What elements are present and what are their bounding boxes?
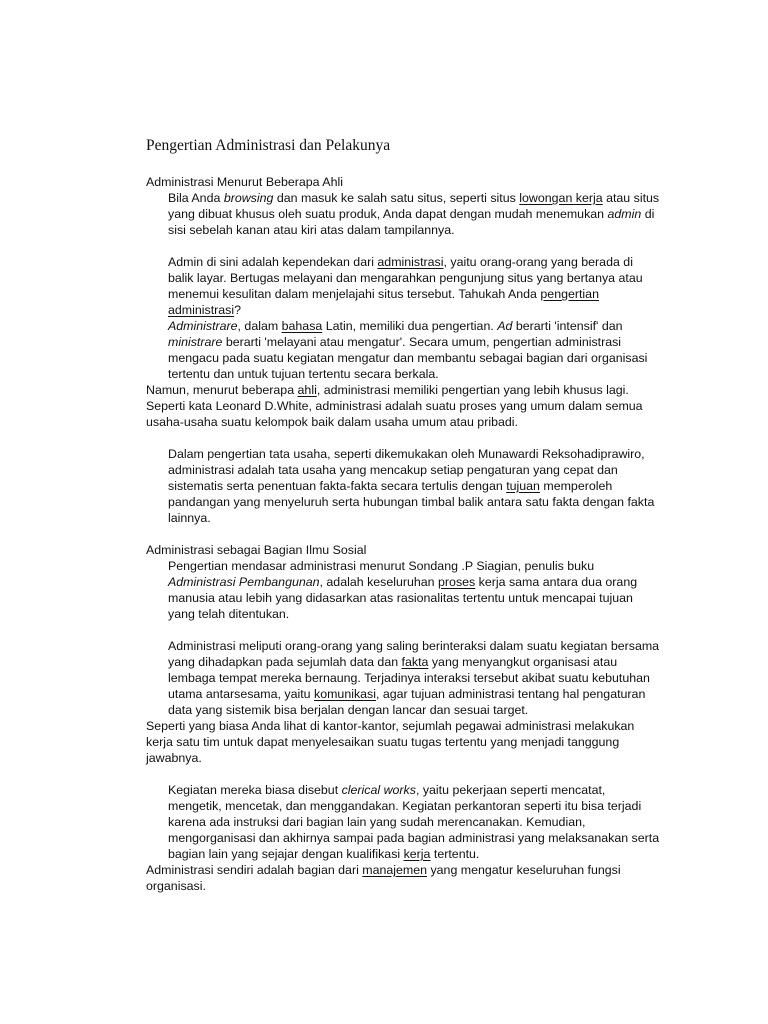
- section-heading-administrasi-menurut-ahli: Administrasi Menurut Beberapa Ahli: [146, 175, 343, 189]
- text-run: Dalam pengertian tata usaha, seperti dikemukakan oleh Munawardi Reksohadiprawiro, administrasi adalah tata usaha yang mencakup setiap pengaturan yang cepat dan sistematis serta penentuan fakta-fakta secara tertulis dengan: [168, 447, 645, 493]
- text-run: , agar tujuan administrasi tentang hal pengaturan data yang sistemik bisa berjalan dengan lancar dan sesuai target.: [168, 687, 646, 717]
- text-run: berarti 'intensif' dan: [512, 319, 623, 333]
- text-run: , administrasi memiliki pengertian yang lebih khusus lagi. Seperti kata Leonard D.White, administrasi adalah suatu proses yang umum dalam semua usaha-usaha suatu kelompok baik dalam usaha umum atau pribadi.: [146, 383, 643, 429]
- inline-link[interactable]: kerja: [403, 847, 431, 861]
- text-run: di sisi sebelah kanan atau kiri atas dalam tampilannya.: [168, 207, 655, 237]
- italic-term: Administrasi Pembangunan: [168, 575, 320, 589]
- text-run: Admin di sini adalah kependekan dari: [168, 255, 378, 269]
- inline-link[interactable]: administrasi: [377, 255, 444, 269]
- text-run: , yaitu orang-orang yang berada di balik layar. Bertugas melayani dan mengarahkan pengunjung situs yang bertanya atau menemui kesulitan dalam menjelajahi situs tersebut. Tahukah Anda: [168, 255, 643, 301]
- page-title: Pengertian Administrasi dan Pelakunya: [146, 137, 391, 154]
- text-run: kerja sama antara dua orang manusia atau lebih yang didasarkan atas rasionalitas tertentu untuk mencapai tujuan yang telah ditentukan.: [168, 575, 638, 621]
- paragraph: [146, 382, 661, 430]
- paragraph: [146, 638, 661, 718]
- paragraph: [146, 782, 661, 862]
- section-heading-ilmu-sosial: Administrasi sebagai Bagian Ilmu Sosial: [146, 543, 367, 557]
- paragraph: [146, 446, 661, 526]
- text-run: , dalam: [237, 319, 282, 333]
- text-run: Pengertian mendasar administrasi menurut Sondang .P Siagian, penulis buku: [168, 559, 595, 573]
- text-run: berarti 'melayani atau mengatur'. Secara umum, pengertian administrasi mengacu pada suatu kegiatan mengatur dan membantu sebagai bagian dari organisasi tertentu dan untuk tujuan tertentu secara berkala.: [168, 335, 648, 381]
- text-run: Bila Anda: [168, 191, 224, 205]
- inline-link[interactable]: lowongan kerja: [519, 191, 603, 205]
- paragraph: [146, 318, 661, 382]
- paragraph: [146, 558, 661, 622]
- inline-link[interactable]: fakta: [401, 655, 429, 669]
- italic-term: browsing: [223, 191, 274, 205]
- paragraph: [146, 862, 661, 894]
- text-run: Administrasi sendiri adalah bagian dari: [146, 863, 363, 877]
- italic-term: clerical works: [341, 783, 416, 797]
- text-run: Latin, memiliki dua pengertian.: [322, 319, 498, 333]
- text-run: Namun, menurut beberapa: [146, 383, 298, 397]
- text-run: dan masuk ke salah satu situs, seperti situs: [273, 191, 520, 205]
- text-run: atau situs yang dibuat khusus oleh suatu produk, Anda dapat dengan mudah menemukan: [168, 191, 660, 221]
- text-run: yang mengatur keseluruhan fungsi organisasi.: [146, 863, 621, 893]
- document-page: [146, 136, 661, 894]
- paragraph: [146, 254, 661, 318]
- text-run: memperoleh pandangan yang menyeluruh serta hubungan timbal balik antara satu fakta dengan fakta lainnya.: [168, 479, 655, 525]
- text-run: , yaitu pekerjaan seperti mencatat, mengetik, mencetak, dan menggandakan. Kegiatan perkantoran seperti itu bisa terjadi karena ada instruksi dari bagian lain yang sudah merencanakan. Kemudian, mengorganisasi dan akhirnya sampai pada bagian administrasi yang melaksanakan serta bagian lain yang sejajar dengan kualifikasi: [168, 783, 660, 861]
- inline-link[interactable]: proses: [438, 575, 476, 589]
- text-run: Kegiatan mereka biasa disebut: [168, 783, 342, 797]
- inline-link[interactable]: ahli: [297, 383, 317, 397]
- text-run: yang menyangkut organisasi atau lembaga tempat mereka bernaung. Terjadinya interaksi tersebut akibat suatu kebutuhan utama antarsesama, yaitu: [168, 655, 650, 701]
- inline-link[interactable]: manajemen: [362, 863, 428, 877]
- inline-link[interactable]: komunikasi: [314, 687, 376, 701]
- inline-link[interactable]: pengertian administrasi: [168, 287, 599, 317]
- italic-term: Ad: [497, 319, 513, 333]
- text-run: Administrasi meliputi orang-orang yang saling berinteraksi dalam suatu kegiatan bersama yang dihadapkan pada sejumlah data dan: [168, 639, 660, 669]
- inline-link[interactable]: tujuan: [506, 479, 540, 493]
- text-run: ?: [234, 303, 242, 317]
- paragraph: [146, 718, 661, 766]
- italic-term: Administrare: [168, 319, 238, 333]
- text-run: Seperti yang biasa Anda lihat di kantor-kantor, sejumlah pegawai administrasi melakukan kerja satu tim untuk dapat menyelesaikan suatu tugas tertentu yang menjadi tanggung jawabnya.: [146, 719, 635, 765]
- paragraph: [146, 190, 661, 238]
- inline-link[interactable]: bahasa: [281, 319, 323, 333]
- text-run: tertentu.: [430, 847, 480, 861]
- italic-term: admin: [607, 207, 642, 221]
- italic-term: ministrare: [168, 335, 223, 349]
- text-run: , adalah keseluruhan: [319, 575, 439, 589]
